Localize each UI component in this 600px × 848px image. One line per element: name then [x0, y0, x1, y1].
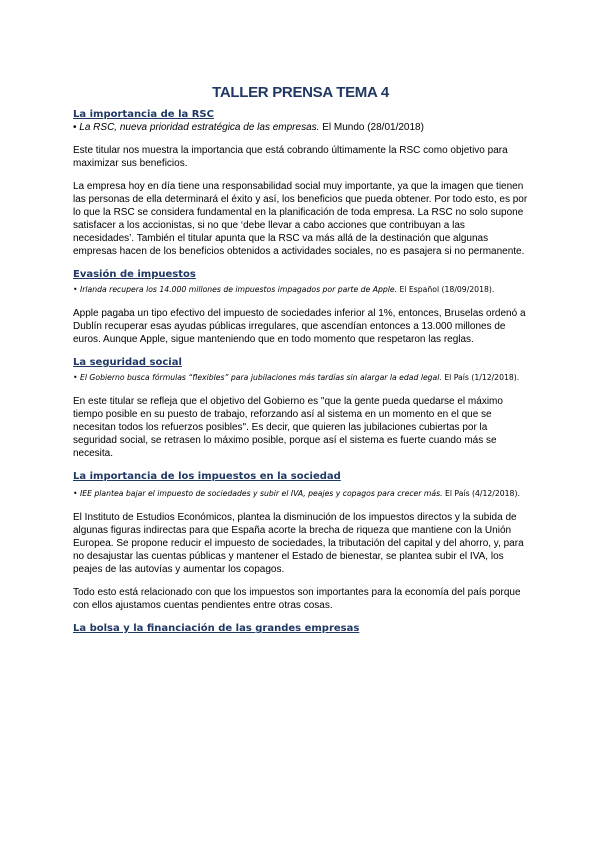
citation-headline: La RSC, nueva prioridad estratégica de las empresas.	[79, 122, 320, 133]
citation-source: El País (4/12/2018).	[445, 489, 520, 498]
citation-headline: Irlanda recupera los 14.000 millones de impuestos impagados por parte de Apple.	[79, 285, 398, 294]
paragraph: Este titular nos muestra la importancia que está cobrando últimamente la RSC como objetivo para maximizar sus beneficios.	[73, 145, 508, 169]
paragraph: El Instituto de Estudios Económicos, plantea la disminución de los impuestos directos y la subida de algunas figuras indirectas para que España acorte la brecha de riqueza que mantiene con la Unión Europea. Se propone reducir el impuesto de sociedades, la tributación del capital y del ahorro, y, para no desajustar las cuentas públicas y mantener el Estado de bienestar, se plantea subir el IVA, los peajes de las autovías y aumentar los copagos.	[73, 512, 524, 575]
section-heading-rsc: La importancia de la RSC	[73, 109, 214, 120]
citation-headline: IEE plantea bajar el impuesto de sociedades y subir el IVA, peajes y copagos para crecer más.	[79, 489, 443, 498]
section-heading-evasion: Evasión de impuestos	[73, 269, 196, 280]
paragraph: En este titular se refleja que el objetivo del Gobierno es "que la gente pueda quedarse el máximo tiempo posible en su puesto de trabajo, reforzando así al sistema en un momento en el que se necesitan todos los refuerzos posibles". Es decir, que quieren las jubilaciones cubiertas por la seguridad social, se retrasen lo máximo posible, porque así el sistema es fuerte cuando más se necesita.	[73, 396, 503, 459]
section-heading-bolsa: La bolsa y la financiación de las grandes empresas	[73, 623, 360, 634]
citation-headline: El Gobierno busca fórmulas “flexibles” para jubilaciones más tardías sin alargar la edad legal.	[79, 373, 442, 382]
document-title: TALLER PRENSA TEMA 4	[212, 84, 389, 101]
section-heading-seguridad-social: La seguridad social	[73, 357, 182, 368]
citation-evasion: • Irlanda recupera los 14.000 millones de impuestos impagados por parte de Apple. El Español (18/09/2018).	[73, 285, 495, 294]
paragraph: Todo esto está relacionado con que los impuestos son importantes para la economía del país porque con ellos ajustamos cuentas pendientes entre otras cosas.	[73, 587, 521, 611]
section-heading-impuestos: La importancia de los impuestos en la sociedad	[73, 471, 341, 482]
citation-rsc: • La RSC, nueva prioridad estratégica de las empresas. El Mundo (28/01/2018)	[73, 122, 424, 133]
citation-source: El Mundo (28/01/2018)	[322, 122, 424, 133]
paragraph: La empresa hoy en día tiene una responsabilidad social muy importante, ya que la imagen que tienen las personas de ella determinará el éxito y así, los beneficios que pueda obtener. Por todo esto, es por lo que la RSC se considera fundamental en la planificación de toda empresa. La RSC no solo supone satisfacer a los accionistas, si no que ‘debe llevar a cabo acciones que contribuyan a las necesidades’. También el titular apunta que la RSC va más allá de la destinación que algunas empresas hacen de los beneficios obtenidos a actividades sociales, no es pasajera si no permanente.	[73, 181, 528, 257]
citation-impuestos: • IEE plantea bajar el impuesto de sociedades y subir el IVA, peajes y copagos para crecer más. El País (4/12/2018).	[73, 489, 520, 498]
citation-source: El País (1/12/2018).	[444, 373, 520, 382]
citation-source: El Español (18/09/2018).	[399, 285, 495, 294]
paragraph: Apple pagaba un tipo efectivo del impuesto de sociedades inferior al 1%, entonces, Bruselas ordenó a Dublín recuperar esas ayudas públicas irregulares, que ascendían entonces a 13.000 millones de euros. Aunque Apple, sigue manteniendo que en todo momento que respetaron las reglas.	[73, 308, 526, 345]
document-body	[73, 84, 528, 635]
citation-seguridad-social: • El Gobierno busca fórmulas “flexibles” para jubilaciones más tardías sin alargar la edad legal. El País (1/12/2018).	[73, 373, 520, 382]
